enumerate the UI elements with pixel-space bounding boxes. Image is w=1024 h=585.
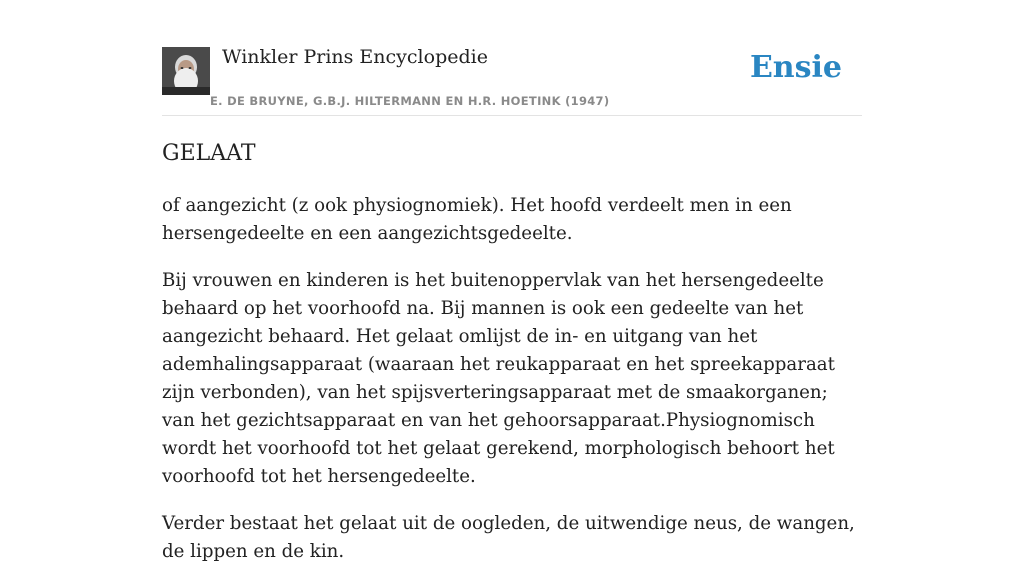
article-paragraph-2: Bij vrouwen en kinderen is het buitenoppervlak van het hersengedeelte behaard op het voorhoofd na. Bij mannen is ook een gedeelte van het aangezicht behaard. Het gelaat omlijst de in- en uitgang van het ademhalingsapparaat (waaraan het reukapparaat en het spreekapparaat zijn verbonden), van het spijsverteringsapparaat met de smaakorganen; van het gezichtsapparaat en van het gehoorsapparaat.Physiognomisch wordt het voorhoofd tot het gelaat gerekend, morphologisch behoort het voorhoofd tot het hersengedeelte.: [162, 270, 835, 487]
portrait-avatar-icon[interactable]: [162, 47, 210, 95]
source-header: [162, 0, 862, 116]
source-authors: E. DE BRUYNE, G.B.J. HILTERMANN EN H.R. HOETINK (1947): [210, 94, 610, 108]
page: [162, 0, 862, 562]
article-paragraph-1: of aangezicht (z ook physiognomiek). Het hoofd verdeelt men in een hersengedeelte en een aangezichtsgedeelte.: [162, 195, 792, 244]
article-paragraph-3: Verder bestaat het gelaat uit de oogleden, de uitwendige neus, de wangen, de lippen en de kin.: [162, 513, 855, 562]
article-title: GELAAT: [162, 141, 256, 166]
article-body: [162, 192, 862, 585]
source-title[interactable]: Winkler Prins Encyclopedie: [222, 46, 488, 68]
ensie-logo-link[interactable]: Ensie: [749, 50, 842, 85]
